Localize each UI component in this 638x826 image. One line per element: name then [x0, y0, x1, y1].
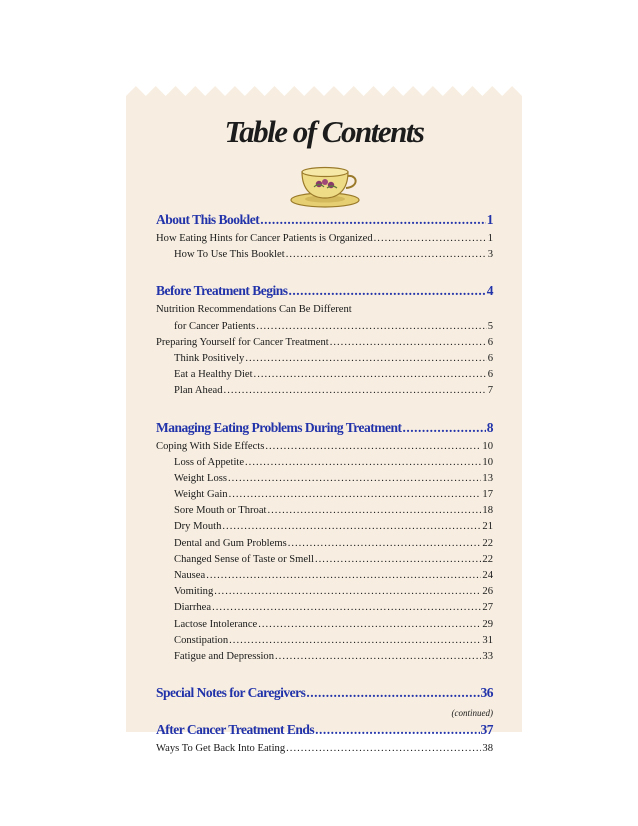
toc-entry — [156, 249, 493, 265]
entry-label: How To Use This Booklet — [174, 249, 285, 261]
toc-entry — [156, 337, 493, 353]
page-number: 6 — [487, 352, 493, 364]
toc-entry — [156, 369, 493, 385]
entry-label: About This Booklet — [156, 212, 260, 227]
entry-label: Ways To Get Back Into Eating — [156, 743, 286, 755]
page-number: 1 — [487, 233, 493, 244]
toc-page-panel — [126, 86, 522, 755]
page-number: 8 — [486, 419, 493, 435]
entry-label: Fatigue and Depression — [174, 650, 275, 662]
page-number: 6 — [487, 369, 493, 381]
dot-leader — [258, 619, 481, 630]
toc-entry — [156, 586, 493, 602]
entry-label: Vomiting — [174, 586, 214, 598]
page-number: 22 — [482, 537, 493, 549]
page-number: 13 — [482, 472, 493, 484]
dot-leader — [214, 586, 481, 597]
dot-leader — [288, 283, 485, 299]
page-number: 1 — [486, 212, 493, 227]
dot-leader — [315, 722, 479, 738]
page-number: 31 — [482, 634, 493, 646]
entry-label: Coping With Side Effects — [156, 440, 265, 452]
page-number: 24 — [482, 570, 493, 581]
page-number: 33 — [482, 650, 493, 662]
section-heading — [156, 283, 493, 302]
entry-label: Preparing Yourself for Cancer Treatment — [156, 336, 329, 348]
dot-leader — [254, 369, 487, 380]
dot-leader — [275, 651, 481, 662]
dot-leader — [265, 441, 481, 452]
page-number: 36 — [480, 685, 493, 701]
entry-label: Dry Mouth — [174, 521, 222, 533]
toc-entry — [156, 635, 493, 651]
dot-leader — [229, 489, 482, 500]
page-number: 21 — [482, 521, 493, 533]
toc-entry — [156, 385, 493, 401]
entry-label: Sore Mouth or Throat — [174, 505, 267, 517]
teacup-icon — [286, 160, 364, 210]
toc-entry — [156, 651, 493, 667]
entry-label: Loss of Appetite — [174, 456, 245, 468]
toc-entry — [156, 353, 493, 369]
dot-leader — [260, 212, 485, 228]
entry-label: Think Positively — [174, 352, 245, 364]
entry-label: Diarrhea — [174, 602, 212, 614]
dot-leader — [206, 570, 481, 581]
toc-entry — [156, 505, 493, 521]
toc-entry — [156, 233, 493, 249]
dot-leader — [256, 321, 487, 332]
continued-note-wrap — [156, 708, 493, 718]
page-number: 6 — [487, 336, 493, 348]
toc-entry — [156, 619, 493, 635]
page-number: 7 — [487, 385, 493, 397]
entry-label: for Cancer Patients — [174, 320, 256, 332]
page-number: 17 — [482, 489, 493, 501]
dot-leader — [212, 602, 481, 613]
table-of-contents — [156, 212, 493, 759]
page-number: 10 — [482, 440, 493, 452]
entry-label: Lactose Intolerance — [174, 618, 258, 630]
dot-leader — [245, 457, 481, 468]
page-number: 4 — [486, 283, 493, 299]
toc-entry — [156, 521, 493, 537]
toc-entry — [156, 321, 493, 337]
entry-label: Before Treatment Begins — [156, 283, 288, 299]
toc-entry — [156, 743, 493, 759]
page-number: 26 — [482, 586, 493, 598]
toc-entry — [156, 570, 493, 586]
section-heading — [156, 212, 493, 231]
section-heading — [156, 685, 493, 704]
toc-entry — [156, 602, 493, 618]
entry-label: After Cancer Treatment Ends — [156, 722, 315, 738]
entry-label: Dental and Gum Problems — [174, 537, 287, 549]
toc-entry — [156, 457, 493, 473]
toc-entry — [156, 538, 493, 554]
page-number: 22 — [482, 553, 493, 565]
entry-label: How Eating Hints for Cancer Patients is Organized — [156, 233, 373, 244]
page-number: 27 — [482, 602, 493, 614]
toc-entry — [156, 473, 493, 489]
entry-label: Changed Sense of Taste or Smell — [174, 553, 314, 565]
page-number: 37 — [480, 722, 493, 738]
dot-leader — [315, 554, 481, 565]
dot-leader — [222, 521, 481, 532]
toc-entry — [156, 304, 493, 320]
toc-entry — [156, 489, 493, 505]
toc-entry — [156, 441, 493, 457]
entry-label: Managing Eating Problems During Treatment — [156, 419, 402, 435]
section-heading — [156, 722, 493, 741]
dot-leader — [224, 385, 487, 396]
page-number: 29 — [482, 618, 493, 630]
entry-label: Weight Loss — [174, 472, 227, 484]
entry-label: Weight Gain — [174, 489, 228, 501]
dot-leader — [288, 538, 482, 549]
dot-leader — [286, 249, 487, 260]
dot-leader — [306, 685, 479, 701]
dot-leader — [403, 420, 486, 436]
entry-label: Special Notes for Caregivers — [156, 685, 306, 701]
page-number: 3 — [487, 249, 493, 261]
page-number: 38 — [482, 743, 493, 755]
page-number: 5 — [487, 320, 493, 332]
dot-leader — [286, 743, 481, 754]
page-number: 18 — [482, 505, 493, 517]
entry-label: Nausea — [174, 570, 206, 581]
dot-leader — [245, 353, 486, 364]
dot-leader — [268, 505, 482, 516]
section-heading — [156, 420, 493, 439]
toc-entry — [156, 554, 493, 570]
dot-leader — [228, 473, 481, 484]
dot-leader — [374, 233, 487, 244]
entry-label: Constipation — [174, 634, 229, 646]
entry-label: Plan Ahead — [174, 385, 223, 397]
page-number: 10 — [482, 456, 493, 468]
entry-label: Nutrition Recommendations Can Be Different — [156, 304, 352, 316]
entry-label: Eat a Healthy Diet — [174, 369, 253, 381]
page-title: Table of Contents — [224, 114, 424, 149]
dot-leader — [229, 635, 481, 646]
dot-leader — [330, 337, 487, 348]
continued-note: (continued) — [451, 708, 493, 718]
